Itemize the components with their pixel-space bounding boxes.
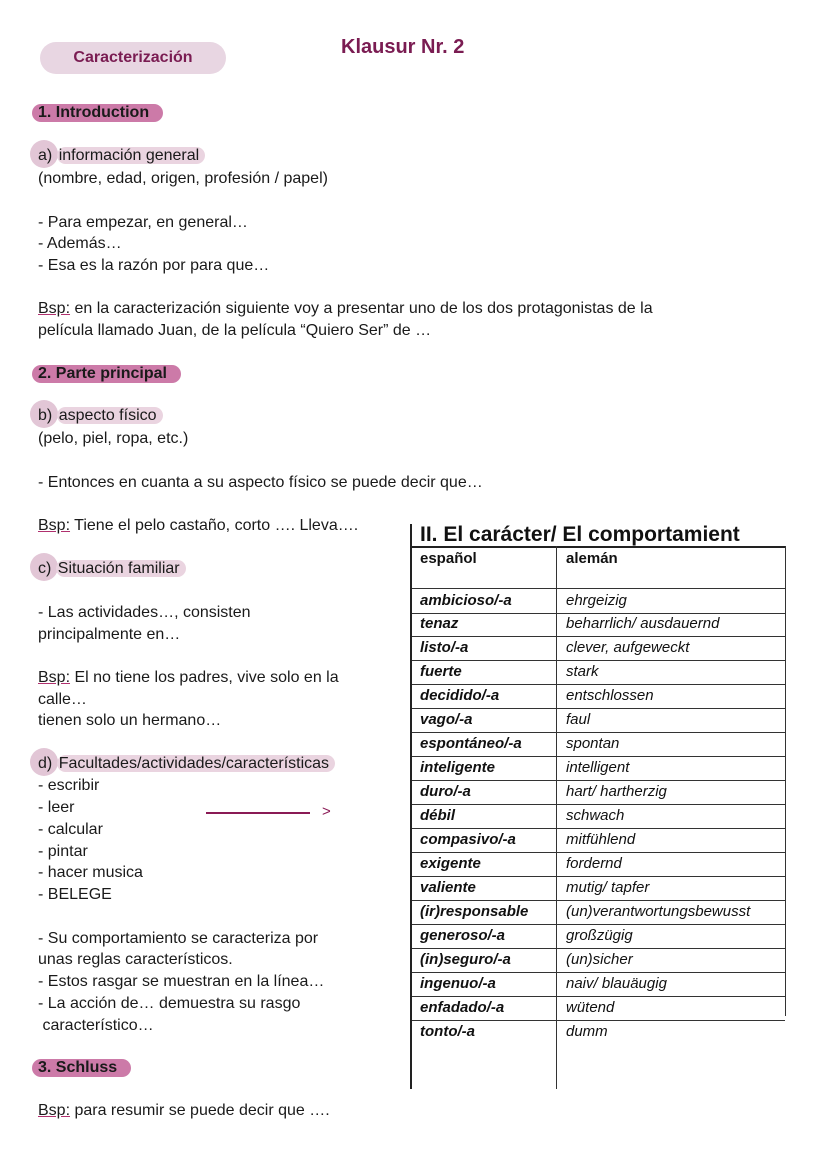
table-row — [412, 949, 785, 973]
subsection-d-label: d) — [38, 755, 53, 772]
cell-spanish: (in)seguro/-a — [420, 951, 511, 968]
table-row — [412, 925, 785, 949]
cell-german: faul — [566, 711, 591, 728]
table-row — [412, 1021, 785, 1044]
table-header-row — [412, 548, 785, 589]
subsection-c-title: Situación familiar — [56, 560, 186, 577]
cell-german: großzügig — [566, 927, 633, 944]
subsection-d-line-2: unas reglas característicos. — [38, 951, 233, 968]
column-header-spanish: español — [420, 550, 477, 567]
table-row — [412, 661, 785, 685]
subsection-c-line-2: principalmente en… — [38, 626, 181, 643]
table-row — [412, 781, 785, 805]
subsection-a-example-cont: película llamado Juan, de la película “Quiero Ser” de … — [38, 322, 432, 339]
cell-german: (un)sicher — [566, 951, 633, 968]
cell-spanish: valiente — [420, 879, 476, 896]
cell-german: mutig/ tapfer — [566, 879, 650, 896]
subsection-d-line-5: característico… — [38, 1017, 154, 1034]
subsection-a-note: (nombre, edad, origen, profesión / papel) — [38, 170, 328, 187]
list-item: - BELEGE — [38, 886, 112, 903]
subsection-a-label: a) — [38, 147, 53, 164]
example-label: Bsp: — [38, 517, 71, 534]
conclusion-example — [38, 1100, 330, 1122]
cell-spanish: ambicioso/-a — [420, 592, 512, 609]
table-row — [412, 829, 785, 853]
cell-german: beharrlich/ ausdauernd — [566, 615, 720, 632]
document-title: Klausur Nr. 2 — [341, 36, 465, 58]
subsection-a-example — [38, 298, 653, 320]
cell-spanish: compasivo/-a — [420, 831, 516, 848]
list-item: - pintar — [38, 843, 88, 860]
table-right-border — [785, 546, 786, 1016]
cell-german: intelligent — [566, 759, 630, 776]
cell-spanish: enfadado/-a — [420, 999, 505, 1016]
example-label: Bsp: — [38, 1102, 71, 1119]
cell-german: wütend — [566, 999, 615, 1016]
subsection-b-heading — [38, 406, 163, 426]
cell-german: dumm — [566, 1023, 608, 1040]
subsection-d-title: Facultades/actividades/características — [57, 755, 335, 772]
example-label: Bsp: — [38, 669, 71, 686]
cell-german: schwach — [566, 807, 625, 824]
section-introduction: 1. Introduction — [32, 104, 163, 122]
subsection-c-heading — [38, 559, 186, 579]
subsection-c-line-1: - Las actividades…, consisten — [38, 604, 251, 621]
list-item: - hacer musica — [38, 864, 143, 881]
cell-german: clever, aufgeweckt — [566, 639, 690, 656]
cell-spanish: fuerte — [420, 663, 462, 680]
document-tag: Caracterización — [40, 42, 226, 74]
example-text: Tiene el pelo castaño, corto …. Lleva…. — [70, 517, 359, 534]
subsection-c-example — [38, 667, 339, 689]
subsection-b-label: b) — [38, 407, 53, 424]
subsection-c-example-cont-2: tienen solo un hermano… — [38, 712, 222, 729]
list-item: - calcular — [38, 821, 103, 838]
table-row — [412, 877, 785, 901]
table-row — [412, 997, 785, 1021]
cell-german: (un)verantwortungsbewusst — [566, 903, 751, 920]
example-text: para resumir se puede decir que …. — [70, 1102, 330, 1119]
table-row — [412, 733, 785, 757]
cell-spanish: exigente — [420, 855, 481, 872]
column-divider — [556, 546, 557, 1089]
cell-spanish: tonto/-a — [420, 1023, 475, 1040]
cell-spanish: tenaz — [420, 615, 459, 632]
table-row — [412, 853, 785, 877]
arrow-head-icon: > — [322, 803, 331, 820]
subsection-c-example-cont-1: calle… — [38, 691, 87, 708]
table-row — [412, 901, 785, 925]
cell-german: stark — [566, 663, 599, 680]
subsection-d-line-4: - La acción de… demuestra su rasgo — [38, 995, 301, 1012]
table-row — [412, 685, 785, 709]
cell-spanish: espontáneo/-a — [420, 735, 522, 752]
table-title: II. El carácter/ El comportamient — [412, 524, 787, 546]
table-row — [412, 709, 785, 733]
table-row — [412, 637, 785, 661]
cell-spanish: listo/-a — [420, 639, 469, 656]
example-text: El no tiene los padres, vive solo en la — [70, 669, 339, 686]
cell-german: fordernd — [566, 855, 622, 872]
list-item: - leer — [38, 799, 75, 816]
subsection-c-label: c) — [38, 560, 52, 577]
table-row — [412, 757, 785, 781]
cell-spanish: generoso/-a — [420, 927, 506, 944]
table-row — [412, 613, 785, 637]
cell-spanish: duro/-a — [420, 783, 471, 800]
cell-spanish: débil — [420, 807, 456, 824]
cell-spanish: vago/-a — [420, 711, 473, 728]
example-text: en la caracterización siguiente voy a presentar uno de los dos protagonistas de la — [70, 300, 653, 317]
cell-spanish: inteligente — [420, 759, 496, 776]
table-row — [412, 590, 785, 614]
cell-spanish: ingenuo/-a — [420, 975, 496, 992]
example-label: Bsp: — [38, 300, 71, 317]
cell-german: ehrgeizig — [566, 592, 627, 609]
subsection-d-line-1: - Su comportamiento se caracteriza por — [38, 930, 319, 947]
table-row — [412, 805, 785, 829]
list-item: - escribir — [38, 777, 100, 794]
subsection-b-example — [38, 515, 358, 537]
subsection-a-title: información general — [57, 147, 206, 164]
subsection-b-note: (pelo, piel, ropa, etc.) — [38, 430, 189, 447]
subsection-a-heading — [38, 146, 205, 166]
arrow-line-icon — [206, 812, 310, 814]
cell-german: mitfühlend — [566, 831, 636, 848]
cell-german: spontan — [566, 735, 620, 752]
subsection-b-line: - Entonces en cuanta a su aspecto físico se puede decir que… — [38, 474, 483, 491]
vocabulary-table — [410, 524, 787, 1089]
subsection-d-line-3: - Estos rasgar se muestran en la línea… — [38, 973, 325, 990]
table-row — [412, 973, 785, 997]
subsection-b-title: aspecto físico — [57, 407, 163, 424]
cell-spanish: (ir)responsable — [420, 903, 529, 920]
subsection-d-heading — [38, 754, 335, 774]
subsection-a-line-2: - Además… — [38, 235, 122, 252]
subsection-a-line-3: - Esa es la razón por para que… — [38, 257, 270, 274]
cell-spanish: decidido/-a — [420, 687, 500, 704]
cell-german: hart/ hartherzig — [566, 783, 667, 800]
cell-german: entschlossen — [566, 687, 654, 704]
cell-german: naiv/ blauäugig — [566, 975, 667, 992]
section-main-part: 2. Parte principal — [32, 365, 181, 383]
section-conclusion: 3. Schluss — [32, 1059, 131, 1077]
subsection-a-line-1: - Para empezar, en general… — [38, 214, 248, 231]
column-header-german: alemán — [566, 550, 618, 567]
